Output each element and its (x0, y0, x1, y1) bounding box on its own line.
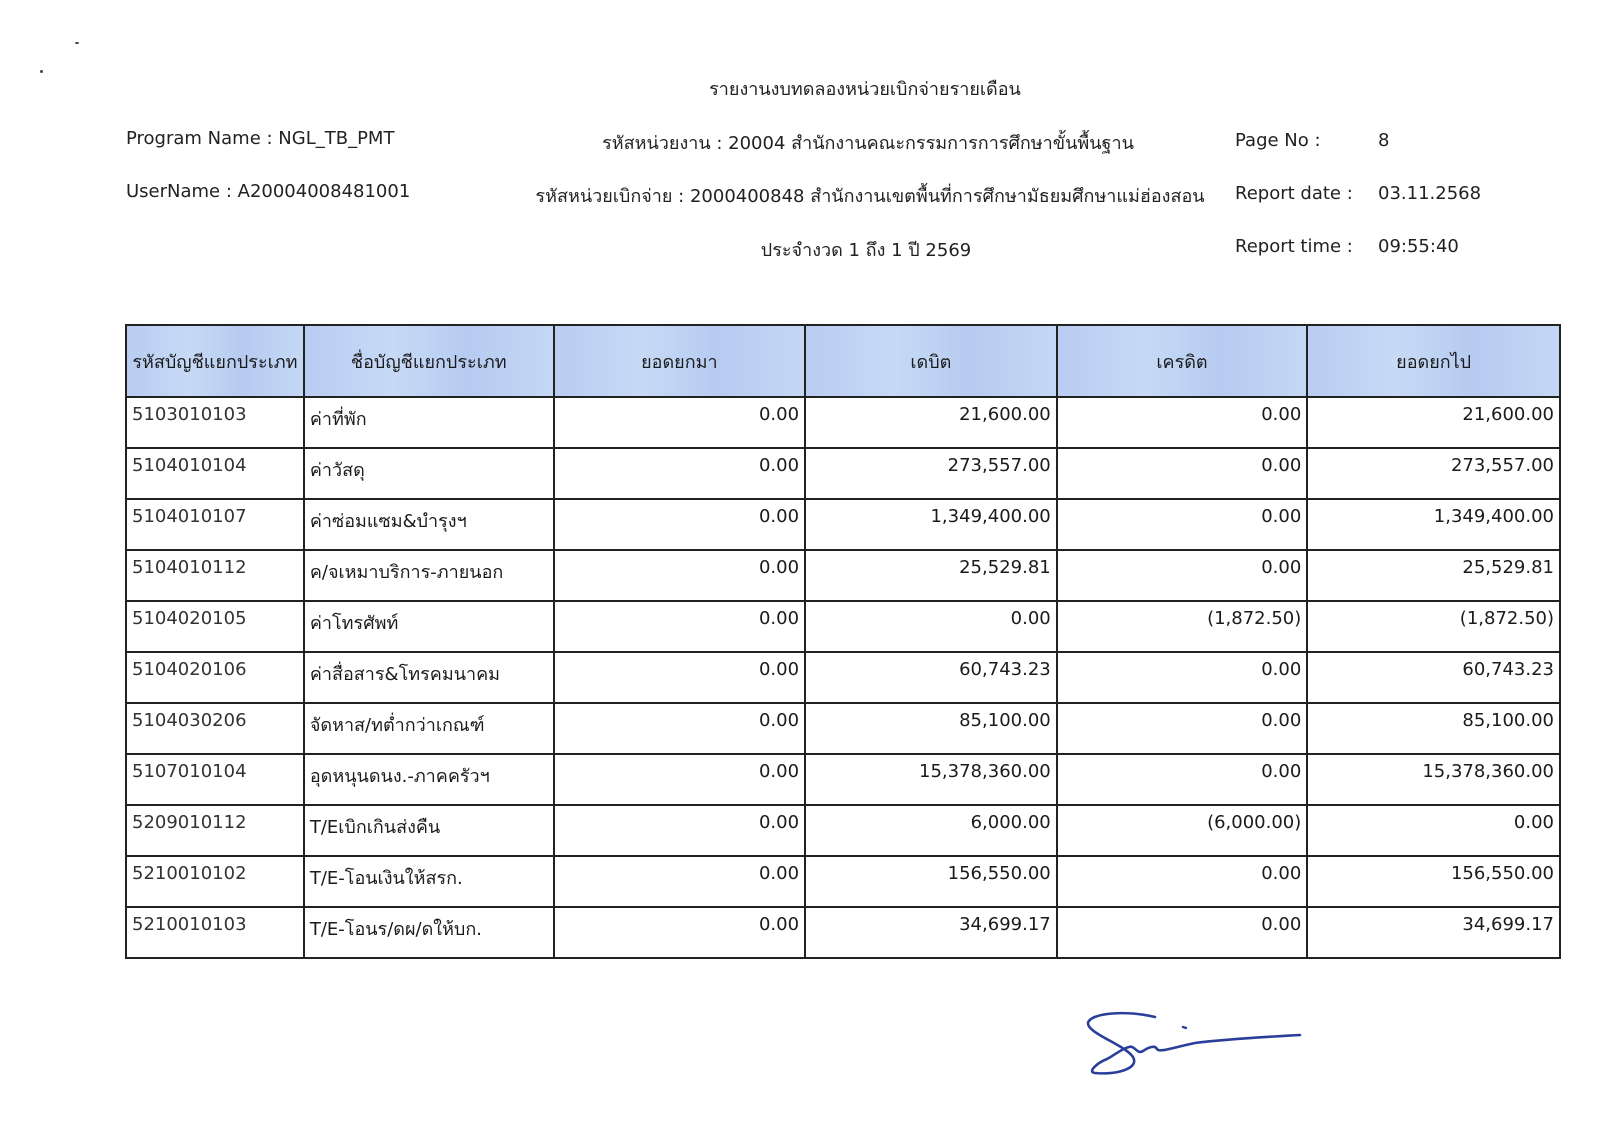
scan-speck (40, 70, 43, 73)
carried-forward: 0.00 (1307, 805, 1560, 856)
account-name: อุดหนุนดนง.-ภาคครัวฯ (304, 754, 554, 805)
table-header-row (126, 325, 1560, 397)
account-name: ค/จเหมาบริการ-ภายนอก (304, 550, 554, 601)
debit: 85,100.00 (805, 703, 1057, 754)
account-code: 5104010112 (126, 550, 304, 601)
credit: 0.00 (1057, 907, 1308, 958)
table-row (126, 805, 1560, 856)
debit: 156,550.00 (805, 856, 1057, 907)
account-code: 5104020106 (126, 652, 304, 703)
account-name: ค่าซ่อมแซม&บำรุงฯ (304, 499, 554, 550)
report-date-label: Report date : (1235, 183, 1353, 204)
account-name: ค่าที่พัก (304, 397, 554, 448)
credit: 0.00 (1057, 754, 1308, 805)
report-title: รายงานงบทดลองหน่วยเบิกจ่ายรายเดือน (709, 79, 1021, 100)
debit: 6,000.00 (805, 805, 1057, 856)
header-debit: เดบิต (805, 325, 1057, 397)
carried-forward: 156,550.00 (1307, 856, 1560, 907)
account-name: T/E-โอนร/ดผ/ดให้บก. (304, 907, 554, 958)
account-code: 5210010102 (126, 856, 304, 907)
header-account-code: รหัสบัญชีแยกประเภท (126, 325, 304, 397)
credit: 0.00 (1057, 499, 1308, 550)
account-code: 5104020105 (126, 601, 304, 652)
brought-forward: 0.00 (554, 601, 805, 652)
page-no-label: Page No : (1235, 130, 1321, 151)
account-name: จัดหาส/ทต่ำกว่าเกณฑ์ (304, 703, 554, 754)
debit: 273,557.00 (805, 448, 1057, 499)
brought-forward: 0.00 (554, 703, 805, 754)
debit: 21,600.00 (805, 397, 1057, 448)
account-name: T/Eเบิกเกินส่งคืน (304, 805, 554, 856)
table-row (126, 754, 1560, 805)
account-code: 5210010103 (126, 907, 304, 958)
carried-forward: 273,557.00 (1307, 448, 1560, 499)
account-code: 5104010104 (126, 448, 304, 499)
credit: 0.00 (1057, 448, 1308, 499)
carried-forward: 25,529.81 (1307, 550, 1560, 601)
brought-forward: 0.00 (554, 448, 805, 499)
table-row (126, 550, 1560, 601)
brought-forward: 0.00 (554, 499, 805, 550)
header-brought-forward: ยอดยกมา (554, 325, 805, 397)
report-date-value: 03.11.2568 (1378, 183, 1482, 204)
brought-forward: 0.00 (554, 754, 805, 805)
debit: 60,743.23 (805, 652, 1057, 703)
trial-balance-table (125, 324, 1561, 959)
table-row (126, 601, 1560, 652)
credit: 0.00 (1057, 397, 1308, 448)
account-name: T/E-โอนเงินให้สรก. (304, 856, 554, 907)
carried-forward: 21,600.00 (1307, 397, 1560, 448)
carried-forward: 85,100.00 (1307, 703, 1560, 754)
header-credit: เครดิต (1057, 325, 1308, 397)
carried-forward: 34,699.17 (1307, 907, 1560, 958)
debit: 0.00 (805, 601, 1057, 652)
credit: 0.00 (1057, 652, 1308, 703)
credit: 0.00 (1057, 550, 1308, 601)
carried-forward: 15,378,360.00 (1307, 754, 1560, 805)
debit: 34,699.17 (805, 907, 1057, 958)
carried-forward: 60,743.23 (1307, 652, 1560, 703)
scan-speck (75, 42, 79, 44)
brought-forward: 0.00 (554, 550, 805, 601)
debit: 1,349,400.00 (805, 499, 1057, 550)
table-row (126, 907, 1560, 958)
credit: 0.00 (1057, 703, 1308, 754)
disbursing-line: รหัสหน่วยเบิกจ่าย : 2000400848 สำนักงานเขตพื้นที่การศึกษามัธยมศึกษาแม่ฮ่องสอน (535, 186, 1205, 207)
header-account-name: ชื่อบัญชีแยกประเภท (304, 325, 554, 397)
program-name: Program Name : NGL_TB_PMT (126, 128, 395, 149)
header-carried-forward: ยอดยกไป (1307, 325, 1560, 397)
account-code: 5107010104 (126, 754, 304, 805)
brought-forward: 0.00 (554, 856, 805, 907)
account-code: 5104030206 (126, 703, 304, 754)
brought-forward: 0.00 (554, 805, 805, 856)
credit: 0.00 (1057, 856, 1308, 907)
credit: (6,000.00) (1057, 805, 1308, 856)
account-code: 5209010112 (126, 805, 304, 856)
debit: 25,529.81 (805, 550, 1057, 601)
brought-forward: 0.00 (554, 397, 805, 448)
table-row (126, 499, 1560, 550)
brought-forward: 0.00 (554, 652, 805, 703)
report-time-label: Report time : (1235, 236, 1353, 257)
report-time-value: 09:55:40 (1378, 236, 1459, 257)
signature-icon (1085, 1005, 1305, 1085)
table-row (126, 703, 1560, 754)
table-row (126, 856, 1560, 907)
credit: (1,872.50) (1057, 601, 1308, 652)
user-name: UserName : A20004008481001 (126, 181, 411, 202)
account-name: ค่าโทรศัพท์ (304, 601, 554, 652)
account-name: ค่าสื่อสาร&โทรคมนาคม (304, 652, 554, 703)
table-row (126, 652, 1560, 703)
table-row (126, 448, 1560, 499)
table-row (126, 397, 1560, 448)
account-name: ค่าวัสดุ (304, 448, 554, 499)
page-no-value: 8 (1378, 130, 1390, 151)
account-code: 5104010107 (126, 499, 304, 550)
carried-forward: 1,349,400.00 (1307, 499, 1560, 550)
carried-forward: (1,872.50) (1307, 601, 1560, 652)
debit: 15,378,360.00 (805, 754, 1057, 805)
brought-forward: 0.00 (554, 907, 805, 958)
agency-line: รหัสหน่วยงาน : 20004 สำนักงานคณะกรรมการการศึกษาขั้นพื้นฐาน (602, 133, 1134, 154)
period-line: ประจำงวด 1 ถึง 1 ปี 2569 (760, 240, 972, 261)
account-code: 5103010103 (126, 397, 304, 448)
